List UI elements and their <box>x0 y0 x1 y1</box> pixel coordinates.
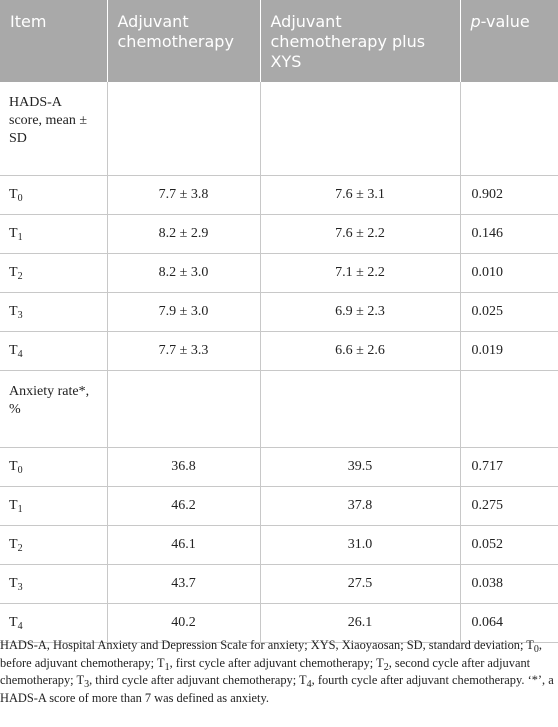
table-row <box>0 214 558 253</box>
section-row-hads <box>0 82 558 175</box>
time-label: $T_4$ <box>0 331 107 370</box>
section-row-anxiety <box>0 370 558 447</box>
table-row <box>0 486 558 525</box>
p-value: 0.052 <box>460 525 558 564</box>
table-row <box>0 564 558 603</box>
time-label: $T_1$ <box>0 486 107 525</box>
adjuvant-xys-value: 31.0 <box>260 525 460 564</box>
p-value: 0.019 <box>460 331 558 370</box>
p-value: 0.064 <box>460 603 558 642</box>
adjuvant-value: 36.8 <box>107 447 260 486</box>
header-adjuvant: Adjuvant chemotherapy <box>107 0 260 82</box>
header-adjuvant-xys: Adjuvant chemotherapy plus XYS <box>260 0 460 82</box>
section-label-hads: HADS-A score, mean ± SD <box>0 82 107 175</box>
table-row <box>0 525 558 564</box>
time-label: $T_2$ <box>0 525 107 564</box>
adjuvant-value: 46.1 <box>107 525 260 564</box>
adjuvant-xys-value: 7.1 ± 2.2 <box>260 253 460 292</box>
adjuvant-value: 7.7 ± 3.3 <box>107 331 260 370</box>
adjuvant-xys-value: 6.6 ± 2.6 <box>260 331 460 370</box>
table-row <box>0 175 558 214</box>
time-label: $T_2$ <box>0 253 107 292</box>
adjuvant-xys-value: 7.6 ± 2.2 <box>260 214 460 253</box>
adjuvant-value: 8.2 ± 3.0 <box>107 253 260 292</box>
table-row <box>0 253 558 292</box>
time-label: $T_3$ <box>0 564 107 603</box>
time-label: $T_1$ <box>0 214 107 253</box>
p-value: 0.038 <box>460 564 558 603</box>
table-row <box>0 447 558 486</box>
p-value: 0.275 <box>460 486 558 525</box>
adjuvant-value: 8.2 ± 2.9 <box>107 214 260 253</box>
section-label-anxiety: Anxiety rate*, % <box>0 370 107 447</box>
table-row <box>0 292 558 331</box>
p-value: 0.146 <box>460 214 558 253</box>
header-item: Item <box>0 0 107 82</box>
adjuvant-value: 7.7 ± 3.8 <box>107 175 260 214</box>
adjuvant-xys-value: 37.8 <box>260 486 460 525</box>
header-pvalue <box>460 0 558 82</box>
adjuvant-xys-value: 39.5 <box>260 447 460 486</box>
time-label: $T_0$ <box>0 175 107 214</box>
header-pvalue-italic: p <box>470 12 481 31</box>
p-value: 0.025 <box>460 292 558 331</box>
adjuvant-value: 43.7 <box>107 564 260 603</box>
time-label: $T_4$ <box>0 603 107 642</box>
table-row <box>0 331 558 370</box>
time-label: $T_3$ <box>0 292 107 331</box>
adjuvant-value: 7.9 ± 3.0 <box>107 292 260 331</box>
adjuvant-xys-value: 27.5 <box>260 564 460 603</box>
p-value: 0.717 <box>460 447 558 486</box>
adjuvant-value: 46.2 <box>107 486 260 525</box>
header-pvalue-rest: -value <box>480 12 530 31</box>
p-value: 0.010 <box>460 253 558 292</box>
header-row <box>0 0 558 82</box>
adjuvant-xys-value: 6.9 ± 2.3 <box>260 292 460 331</box>
adjuvant-value: 40.2 <box>107 603 260 642</box>
p-value: 0.902 <box>460 175 558 214</box>
adjuvant-xys-value: 7.6 ± 3.1 <box>260 175 460 214</box>
time-label: $T_0$ <box>0 447 107 486</box>
table-footnote: HADS-A, Hospital Anxiety and Depression Scale for anxiety; XYS, Xiaoyaosan; SD, standard deviation; $T_0$, before adjuvant chemotherapy; $T_1$, first cycle after adjuvant chemotherapy; $T_2$, second cycle after adjuvant chemotherapy; $T_3$, third cycle after adjuvant chemotherapy; $T_4$, fourth cycle after adjuvant chemotherapy. ‘*’, a HADS-A score of more than 7 was defined as anxiety. <box>0 638 554 705</box>
adjuvant-xys-value: 26.1 <box>260 603 460 642</box>
